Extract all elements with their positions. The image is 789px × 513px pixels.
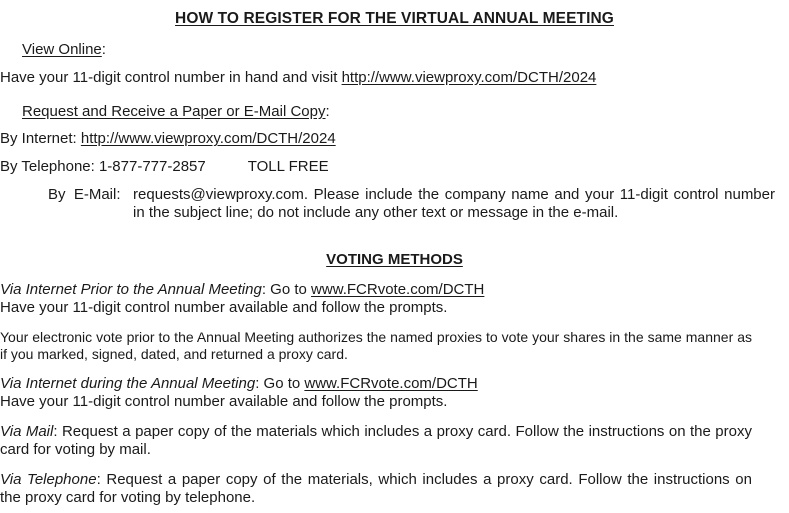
by-telephone-line [0,158,789,176]
page-title [0,10,789,27]
view-online-url-link[interactable]: http://www.viewproxy.com/DCTH/2024 [341,68,597,86]
voting-methods-title [0,252,789,269]
via-internet-prior-line [0,281,789,299]
via-internet-prior-url-link[interactable]: www.FCRvote.com/DCTH [311,280,485,298]
via-internet-prior-goto: Go to [266,280,312,298]
request-copy-heading [22,103,789,121]
via-telephone-colon: : [96,471,101,489]
request-copy-heading-colon: : [325,102,330,120]
via-internet-prior-colon: : [261,280,266,298]
request-copy-heading-text: Request and Receive a Paper or E-Mail Copy [22,102,326,120]
view-online-heading-text: View Online [22,41,102,59]
via-mail-colon: : [53,423,58,441]
via-mail-text: Request a paper copy of the materials which includes a proxy card. Follow the instructions on the proxy card for voting by mail. [0,423,752,459]
via-telephone-label: Via Telephone [0,471,97,489]
view-online-instruction [0,69,789,87]
via-mail-paragraph [0,423,752,459]
via-telephone-paragraph [0,471,752,507]
page-title-text: HOW TO REGISTER FOR THE VIRTUAL ANNUAL MEETING [175,10,614,27]
via-telephone-text: Request a paper copy of the materials, which includes a proxy card. Follow the instructions on the proxy card for voting by telephone. [0,471,752,507]
by-email-line [48,186,775,222]
by-telephone-label: By Telephone: [0,158,99,176]
by-internet-line [0,130,789,148]
view-online-heading-colon: : [101,41,106,59]
by-telephone-number: 1-877-777-2857 [98,158,206,176]
view-online-instruction-text: Have your 11-digit control number in hand and visit [0,68,342,86]
via-internet-during-label: Via Internet during the Annual Meeting [0,375,256,393]
by-telephone-toll-free-note: TOLL FREE [247,158,329,176]
voting-methods-title-text: VOTING METHODS [326,251,463,269]
via-internet-during-colon: : [255,375,260,393]
via-internet-prior-second-line: Have your 11-digit control number available and follow the prompts. [0,298,448,316]
via-internet-during-goto: Go to [259,375,305,393]
via-internet-during-second-line: Have your 11-digit control number available and follow the prompts. [0,393,448,411]
via-internet-prior-label: Via Internet Prior to the Annual Meeting [0,280,262,298]
by-internet-label: By Internet: [0,130,81,148]
via-internet-during-line [0,375,789,393]
view-online-heading [22,41,789,59]
by-email-label: By E-Mail: [48,186,134,204]
via-mail-label: Via Mail [0,423,54,441]
electronic-vote-note: Your electronic vote prior to the Annual Meeting authorizes the named proxies to vote your shares in the same manner as if you marked, signed, dated, and returned a proxy card. [0,328,752,362]
by-internet-url-link[interactable]: http://www.viewproxy.com/DCTH/2024 [80,130,336,148]
by-email-text: requests@viewproxy.com. Please include the company name and your 11-digit control number in the subject line; do not include any other text or message in the e-mail. [133,186,775,222]
document-page [0,10,789,513]
via-internet-during-url-link[interactable]: www.FCRvote.com/DCTH [304,375,478,393]
